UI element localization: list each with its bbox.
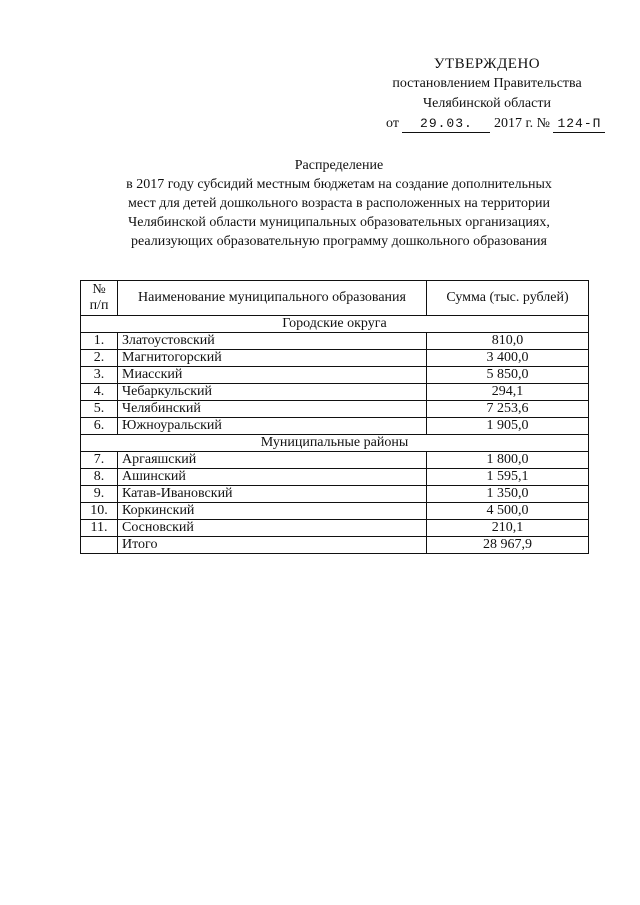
document-title [80, 156, 598, 251]
table-row [81, 367, 589, 384]
total-label: Итого [118, 537, 427, 554]
row-name: Аргаяшский [118, 452, 427, 469]
group-title-city-districts: Городские округа [81, 316, 589, 333]
row-sum: 1 800,0 [427, 452, 589, 469]
approval-stamp [372, 54, 602, 134]
row-name: Сосновский [118, 520, 427, 537]
table-row [81, 520, 589, 537]
table-row [81, 452, 589, 469]
row-name: Южноуральский [118, 418, 427, 435]
header-name: Наименование муниципального образования [118, 281, 427, 316]
approval-year-text: 2017 г. № [493, 116, 550, 131]
approval-date-line [372, 114, 602, 134]
title-line-2: в 2017 году субсидий местным бюджетам на создание дополнительных [126, 177, 552, 192]
table-row [81, 486, 589, 503]
table-row [81, 333, 589, 350]
row-sum: 294,1 [427, 384, 589, 401]
table-row [81, 503, 589, 520]
header-num-pp: п/п [89, 298, 109, 313]
table-row [81, 469, 589, 486]
total-sum: 28 967,9 [427, 537, 589, 554]
distribution-table [80, 280, 589, 554]
approval-line-region: Челябинской области [423, 96, 551, 111]
approval-number: 124-П [553, 116, 605, 133]
table-row [81, 418, 589, 435]
row-num: 11. [81, 520, 118, 537]
row-name: Ашинский [118, 469, 427, 486]
header-sum: Сумма (тыс. рублей) [427, 281, 589, 316]
row-num: 8. [81, 469, 118, 486]
row-name: Миасский [118, 367, 427, 384]
total-row [81, 537, 589, 554]
row-name: Магнитогорский [118, 350, 427, 367]
row-num: 7. [81, 452, 118, 469]
row-name: Чебаркульский [118, 384, 427, 401]
group-title-municipal-districts: Муниципальные районы [81, 435, 589, 452]
row-num: 6. [81, 418, 118, 435]
title-line-1: Распределение [294, 158, 384, 173]
table-row [81, 350, 589, 367]
header-num-sign: № [92, 282, 106, 297]
header-num [81, 281, 118, 316]
row-name: Челябинский [118, 401, 427, 418]
row-sum: 210,1 [427, 520, 589, 537]
group-row [81, 316, 589, 333]
row-num: 2. [81, 350, 118, 367]
row-sum: 5 850,0 [427, 367, 589, 384]
approval-date: 29.03. [402, 116, 490, 133]
title-line-5: реализующих образовательную программу дошкольного образования [131, 234, 547, 249]
row-num: 4. [81, 384, 118, 401]
row-num: 5. [81, 401, 118, 418]
row-num: 1. [81, 333, 118, 350]
total-num [81, 537, 118, 554]
row-sum: 1 905,0 [427, 418, 589, 435]
row-sum: 1 350,0 [427, 486, 589, 503]
table-header-row [81, 281, 589, 316]
row-sum: 3 400,0 [427, 350, 589, 367]
table-body [81, 316, 589, 554]
row-name: Катав-Ивановский [118, 486, 427, 503]
row-name: Коркинский [118, 503, 427, 520]
row-num: 3. [81, 367, 118, 384]
group-row [81, 435, 589, 452]
row-sum: 4 500,0 [427, 503, 589, 520]
row-num: 10. [81, 503, 118, 520]
row-sum: 810,0 [427, 333, 589, 350]
row-sum: 1 595,1 [427, 469, 589, 486]
row-name: Златоустовский [118, 333, 427, 350]
table-row [81, 401, 589, 418]
table-row [81, 384, 589, 401]
title-line-4: Челябинской области муниципальных образовательных организациях, [128, 215, 550, 230]
approval-from-label: от [386, 116, 399, 131]
row-num: 9. [81, 486, 118, 503]
title-line-3: мест для детей дошкольного возраста в расположенных на территории [127, 196, 551, 211]
approval-line-government: постановлением Правительства [392, 76, 582, 91]
row-sum: 7 253,6 [427, 401, 589, 418]
approval-heading: УТВЕРЖДЕНО [433, 56, 541, 72]
